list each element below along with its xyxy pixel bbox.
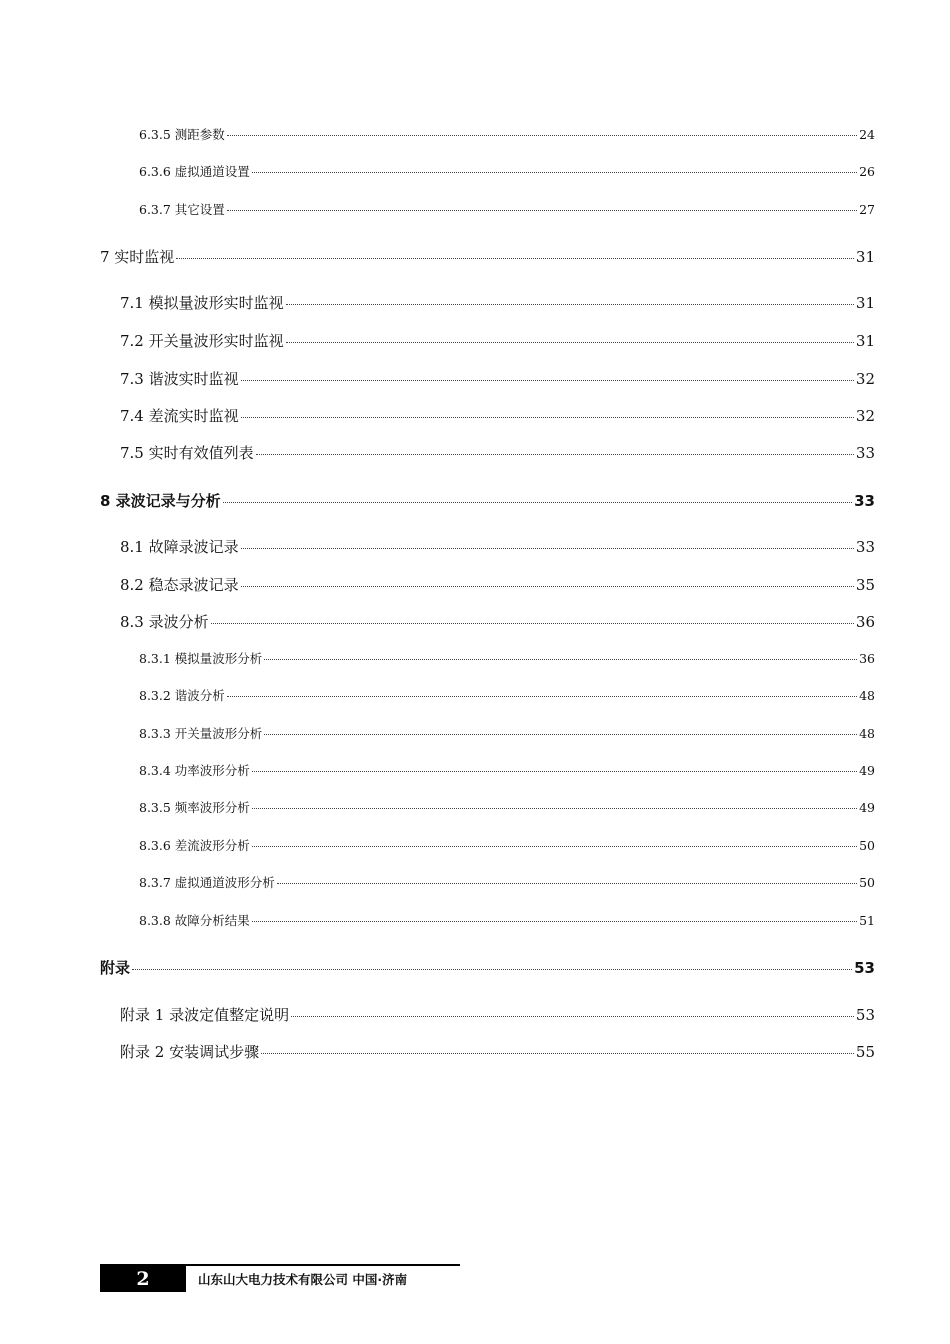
footer-company: 山东山大电力技术有限公司 中国·济南 — [198, 1272, 408, 1287]
toc-entry-page: 24 — [859, 127, 875, 142]
toc-entry-8-3-8[interactable] — [139, 911, 875, 929]
toc-entry-8-3-3[interactable] — [139, 724, 875, 742]
toc-entry-8[interactable] — [100, 490, 875, 511]
toc-entry-8-3-2[interactable] — [139, 686, 875, 704]
toc-entry-page: 31 — [855, 332, 875, 350]
toc-entry-page: 49 — [859, 800, 875, 815]
toc-entry-label: 6.3.6 虚拟通道设置 — [139, 164, 250, 179]
toc-leader-dots — [176, 258, 854, 259]
toc-entry-page: 31 — [855, 294, 875, 312]
toc-leader-dots — [256, 454, 854, 455]
toc-entry-page: 26 — [859, 164, 875, 179]
toc-leader-dots — [252, 921, 857, 922]
toc-entry-8-3-5[interactable] — [139, 798, 875, 816]
toc-entry-7-4[interactable] — [120, 405, 875, 426]
toc-leader-dots — [227, 135, 857, 136]
toc-entry-6-3-5[interactable] — [139, 125, 875, 143]
toc-leader-dots — [264, 734, 857, 735]
toc-leader-dots — [286, 304, 854, 305]
toc-entry-label: 7 实时监视 — [100, 248, 175, 266]
toc-entry-page: 50 — [859, 875, 875, 890]
toc-entry-page: 32 — [855, 407, 875, 425]
toc-entry-label: 8.3.7 虚拟通道波形分析 — [139, 875, 275, 890]
toc-leader-dots — [252, 846, 857, 847]
toc-entry-label: 7.1 模拟量波形实时监视 — [120, 294, 284, 312]
toc-leader-dots — [261, 1053, 854, 1054]
toc-entry-label: 8.3.6 差流波形分析 — [139, 838, 250, 853]
toc-entry-page: 50 — [859, 838, 875, 853]
toc-leader-dots — [211, 623, 854, 624]
toc-entry-appendix[interactable] — [100, 957, 875, 978]
toc-entry-label: 7.4 差流实时监视 — [120, 407, 239, 425]
toc-entry-7-5[interactable] — [120, 442, 875, 463]
toc-entry-page: 27 — [859, 202, 875, 217]
toc-entry-page: 53 — [854, 959, 875, 977]
toc-entry-label: 附录 1 录波定值整定说明 — [120, 1006, 290, 1024]
toc-entry-page: 32 — [855, 370, 875, 388]
toc-entry-6-3-6[interactable] — [139, 162, 875, 180]
toc-entry-7-2[interactable] — [120, 330, 875, 351]
toc-leader-dots — [291, 1016, 854, 1017]
toc-entry-page: 33 — [855, 538, 875, 556]
toc-leader-dots — [264, 659, 857, 660]
toc-entry-8-3-7[interactable] — [139, 873, 875, 891]
toc-entry-8-1[interactable] — [120, 536, 875, 557]
toc-leader-dots — [227, 696, 857, 697]
toc-entry-page: 36 — [859, 651, 875, 666]
toc-entry-7-1[interactable] — [120, 292, 875, 313]
toc-entry-page: 35 — [855, 576, 875, 594]
toc-entry-label: 7.5 实时有效值列表 — [120, 444, 254, 462]
toc-entry-label: 8.3.2 谐波分析 — [139, 688, 225, 703]
toc-entry-label: 8.2 稳态录波记录 — [120, 576, 239, 594]
toc-entry-page: 55 — [855, 1043, 875, 1061]
toc-entry-8-3[interactable] — [120, 611, 875, 632]
toc-leader-dots — [241, 380, 854, 381]
toc-leader-dots — [252, 172, 857, 173]
toc-leader-dots — [241, 548, 854, 549]
toc-entry-label: 附录 2 安装调试步骤 — [120, 1043, 260, 1061]
toc-entry-label: 8.3.8 故障分析结果 — [139, 913, 250, 928]
toc-entry-label: 7.3 谐波实时监视 — [120, 370, 239, 388]
toc-leader-dots — [223, 502, 852, 503]
toc-entry-label: 8 录波记录与分析 — [100, 492, 221, 510]
page-footer — [100, 1264, 460, 1292]
toc-entry-8-3-4[interactable] — [139, 761, 875, 779]
toc-entry-page: 49 — [859, 763, 875, 778]
toc-entry-label: 8.3.3 开关量波形分析 — [139, 726, 263, 741]
toc-entry-page: 31 — [855, 248, 875, 266]
toc-entry-page: 48 — [859, 688, 875, 703]
toc-entry-label: 8.3 录波分析 — [120, 613, 209, 631]
toc-leader-dots — [277, 883, 857, 884]
toc-entry-page: 48 — [859, 726, 875, 741]
toc-entry-page: 51 — [859, 913, 875, 928]
page-number: 2 — [100, 1266, 186, 1292]
toc-entry-7[interactable] — [100, 246, 875, 267]
toc-entry-label: 6.3.7 其它设置 — [139, 202, 225, 217]
toc-leader-dots — [132, 969, 852, 970]
toc-entry-appendix-1[interactable] — [120, 1004, 875, 1025]
toc-entry-8-2[interactable] — [120, 574, 875, 595]
toc-leader-dots — [241, 586, 854, 587]
toc-leader-dots — [252, 808, 857, 809]
toc-entry-8-3-6[interactable] — [139, 836, 875, 854]
toc-entry-page: 33 — [854, 492, 875, 510]
toc-entry-appendix-2[interactable] — [120, 1041, 875, 1062]
toc-entry-6-3-7[interactable] — [139, 200, 875, 218]
toc-leader-dots — [286, 342, 854, 343]
toc-entry-label: 8.3.1 模拟量波形分析 — [139, 651, 263, 666]
toc-leader-dots — [252, 771, 857, 772]
toc-entry-8-3-1[interactable] — [139, 649, 875, 667]
toc-leader-dots — [227, 210, 857, 211]
toc-entry-page: 53 — [855, 1006, 875, 1024]
toc-entry-label: 8.3.5 频率波形分析 — [139, 800, 250, 815]
toc-leader-dots — [241, 417, 854, 418]
toc-entry-label: 附录 — [100, 959, 131, 977]
toc-entry-label: 8.1 故障录波记录 — [120, 538, 239, 556]
toc-entry-7-3[interactable] — [120, 368, 875, 389]
toc-entry-page: 36 — [855, 613, 875, 631]
toc-entry-label: 7.2 开关量波形实时监视 — [120, 332, 284, 350]
toc-entry-page: 33 — [855, 444, 875, 462]
toc-entry-label: 6.3.5 测距参数 — [139, 127, 225, 142]
toc-entry-label: 8.3.4 功率波形分析 — [139, 763, 250, 778]
